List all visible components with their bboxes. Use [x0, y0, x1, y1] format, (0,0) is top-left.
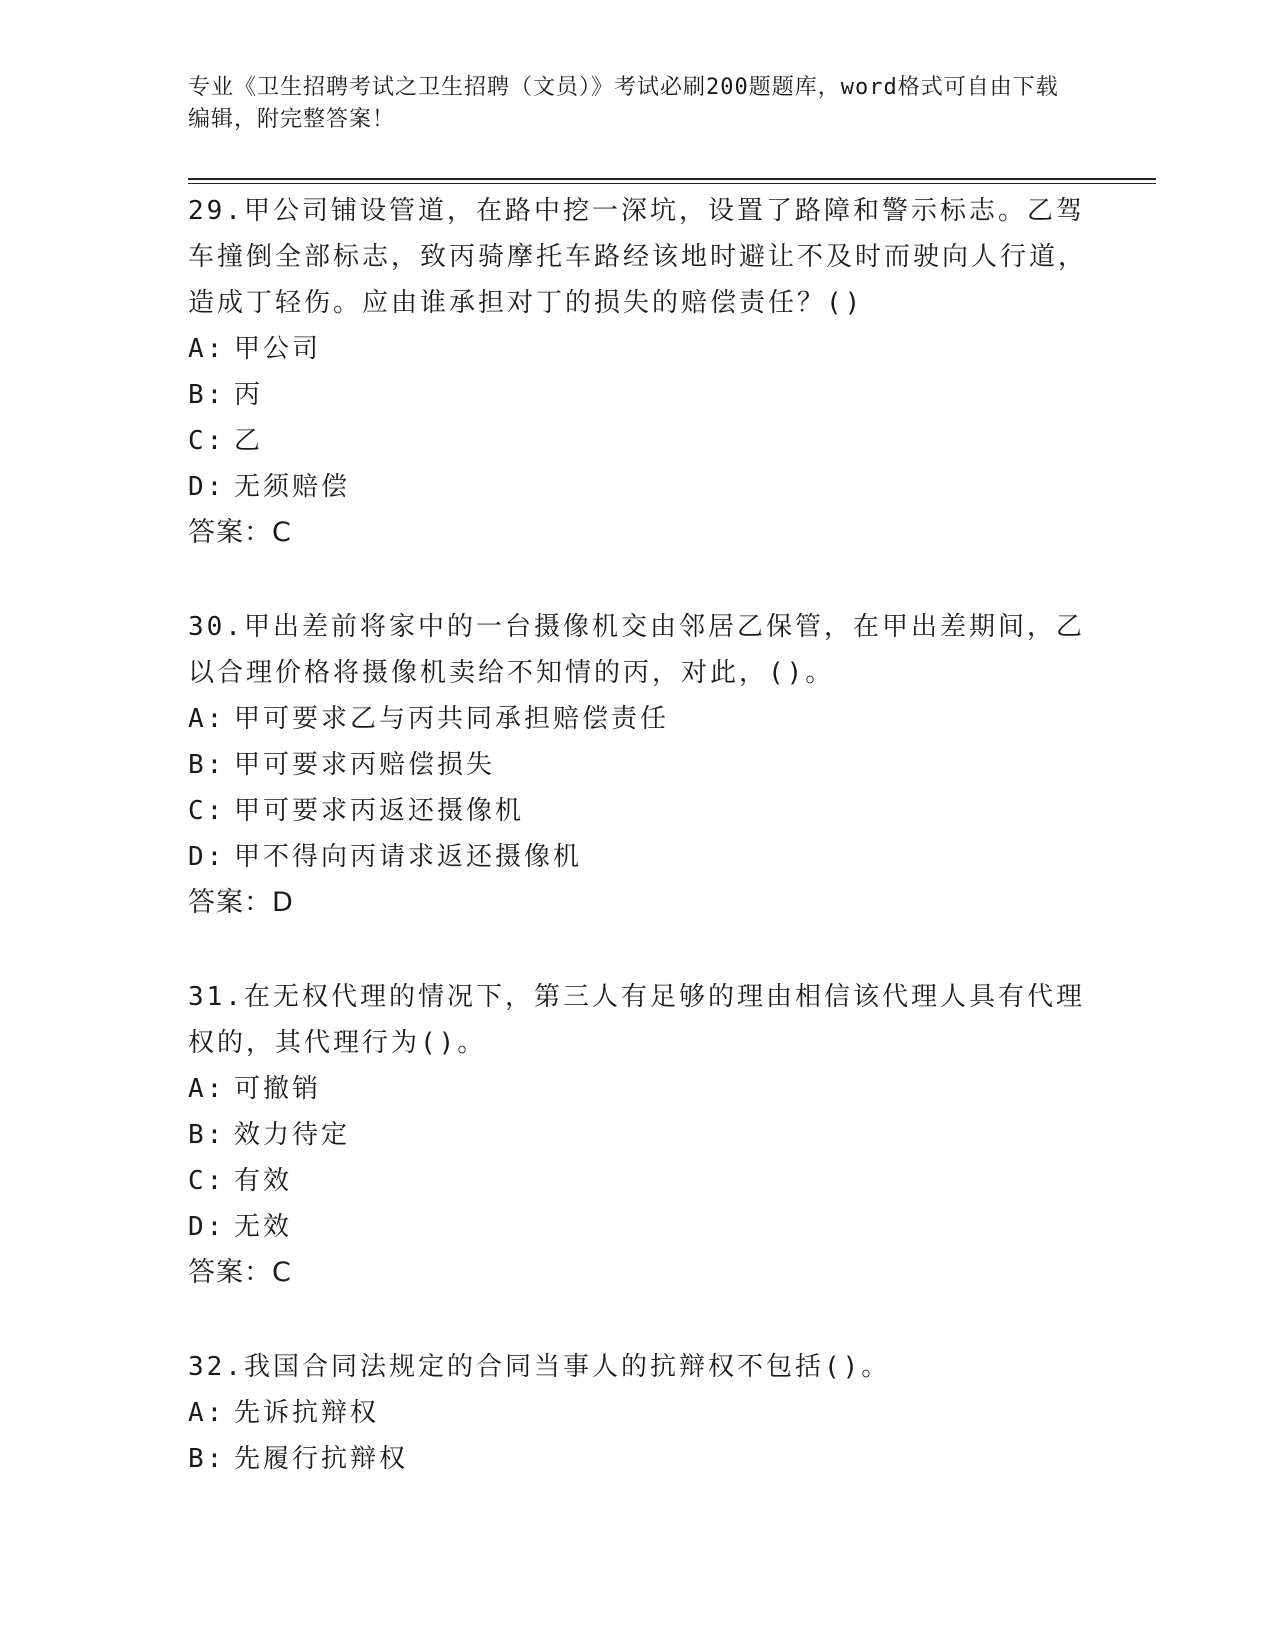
question-text: 30.甲出差前将家中的一台摄像机交由邻居乙保管，在甲出差期间，乙以合理价格将摄像机卖给不知情的丙，对此，()。 [188, 612, 1085, 688]
option-text: 丙 [234, 380, 264, 410]
option-letter: B: [188, 380, 226, 410]
option-letter: D: [188, 472, 226, 502]
question-31 [188, 974, 1088, 1296]
question-32 [188, 1344, 1088, 1482]
question-text: 32.我国合同法规定的合同当事人的抗辩权不包括()。 [188, 1352, 891, 1382]
header-divider-thick [188, 178, 1156, 180]
question-text: 31.在无权代理的情况下，第三人有足够的理由相信该代理人具有代理权的，其代理行为()。 [188, 982, 1085, 1058]
option-text: 甲可要求丙返还摄像机 [234, 796, 525, 826]
option-d [188, 834, 1088, 880]
option-text: 甲可要求丙赔偿损失 [234, 750, 496, 780]
option-letter: A: [188, 1074, 226, 1104]
option-a [188, 1390, 1088, 1436]
option-text: 效力待定 [234, 1120, 351, 1150]
header-divider-thin [188, 183, 1156, 184]
option-c [188, 788, 1088, 834]
option-text: 先履行抗辩权 [234, 1444, 409, 1474]
option-b [188, 372, 1088, 418]
document-header: 专业《卫生招聘考试之卫生招聘（文员）》考试必刷200题题库，word格式可自由下载编辑，附完整答案！ [188, 75, 1059, 132]
question-29 [188, 188, 1088, 556]
option-letter: C: [188, 1166, 226, 1196]
option-letter: A: [188, 704, 226, 734]
option-letter: A: [188, 334, 226, 364]
option-text: 甲公司 [234, 334, 322, 364]
option-letter: D: [188, 842, 226, 872]
option-b [188, 1112, 1088, 1158]
option-letter: B: [188, 1120, 226, 1150]
question-list [188, 188, 1088, 1530]
option-d [188, 464, 1088, 510]
option-text: 无效 [234, 1212, 293, 1242]
question-text: 29.甲公司铺设管道，在路中挖一深坑，设置了路障和警示标志。乙驾车撞倒全部标志，致丙骑摩托车路经该地时避让不及时而驶向人行道，造成丁轻伤。应由谁承担对丁的损失的赔偿责任？() [188, 196, 1088, 318]
option-text: 甲不得向丙请求返还摄像机 [234, 842, 583, 872]
option-c [188, 418, 1088, 464]
answer-line: 答案：C [188, 517, 292, 548]
option-a [188, 696, 1088, 742]
option-letter: B: [188, 1444, 226, 1474]
option-d [188, 1204, 1088, 1250]
answer-line: 答案：D [188, 887, 294, 918]
option-b [188, 1436, 1088, 1482]
option-letter: C: [188, 426, 226, 456]
option-text: 甲可要求乙与丙共同承担赔偿责任 [234, 704, 670, 734]
option-c [188, 1158, 1088, 1204]
option-a [188, 1066, 1088, 1112]
option-text: 无须赔偿 [234, 472, 351, 502]
option-text: 有效 [234, 1166, 293, 1196]
option-letter: C: [188, 796, 226, 826]
option-letter: B: [188, 750, 226, 780]
option-text: 可撤销 [234, 1074, 322, 1104]
option-b [188, 742, 1088, 788]
option-text: 乙 [234, 426, 264, 456]
question-30 [188, 604, 1088, 926]
option-a [188, 326, 1088, 372]
option-text: 先诉抗辩权 [234, 1398, 380, 1428]
option-letter: A: [188, 1398, 226, 1428]
answer-line: 答案：C [188, 1257, 292, 1288]
option-letter: D: [188, 1212, 226, 1242]
